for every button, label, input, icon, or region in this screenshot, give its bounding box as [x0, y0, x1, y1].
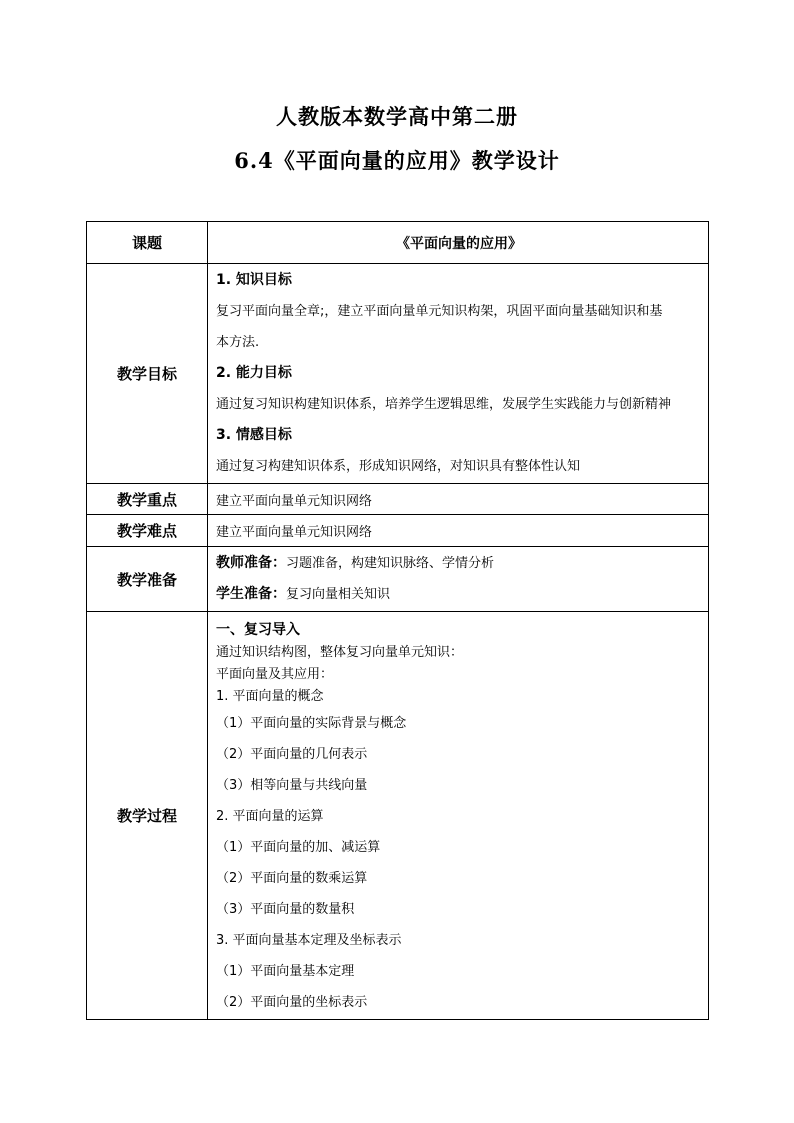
goal-text-emotion: 通过复习构建知识体系，形成知识网络，对知识具有整体性认知	[216, 459, 581, 474]
focus-value: 建立平面向量单元知识网络	[208, 484, 709, 515]
process-intro: 通过知识结构图，整体复习向量单元知识：	[216, 644, 464, 660]
preparation-label: 教学准备	[87, 547, 208, 612]
table-row-difficulty	[87, 515, 709, 547]
process-line: 1. 平面向量的概念	[216, 688, 324, 704]
table-row-focus	[87, 484, 709, 515]
preparation-content	[208, 547, 709, 612]
focus-label: 教学重点	[87, 484, 208, 515]
lesson-plan-table	[86, 221, 709, 1020]
process-heading: 一、复习导入	[216, 621, 300, 638]
table-row-goals	[87, 264, 709, 484]
process-label: 教学过程	[87, 612, 208, 1020]
process-line: 2. 平面向量的运算	[216, 808, 324, 824]
process-content	[208, 612, 709, 1020]
process-line: （3）平面向量的数量积	[216, 901, 355, 917]
student-preparation-value: 复习向量相关知识	[286, 587, 391, 602]
goal-text-knowledge-1: 复习平面向量全章;，建立平面向量单元知识构架，巩固平面向量基础知识和基	[216, 304, 663, 319]
document-subtitle: 6.4《平面向量的应用》教学设计	[234, 148, 560, 173]
goal-text-knowledge-2: 本方法.	[216, 335, 260, 350]
table-row-preparation	[87, 547, 709, 612]
student-preparation	[216, 579, 702, 610]
goals-label: 教学目标	[87, 264, 208, 484]
goal-heading-knowledge: 1. 知识目标	[216, 272, 292, 288]
teacher-preparation-label: 教师准备：	[216, 555, 286, 571]
process-line: （2）平面向量的数乘运算	[216, 870, 368, 886]
process-line: （2）平面向量的坐标表示	[216, 994, 368, 1010]
goals-content	[208, 264, 709, 484]
difficulty-label: 教学难点	[87, 515, 208, 547]
topic-value: 《平面向量的应用》	[208, 222, 709, 264]
process-line: （1）平面向量的实际背景与概念	[216, 715, 407, 731]
goal-text-ability: 通过复习知识构建知识体系，培养学生逻辑思维，发展学生实践能力与创新精神	[216, 397, 672, 412]
topic-label: 课题	[87, 222, 208, 264]
goal-heading-ability: 2. 能力目标	[216, 365, 292, 381]
process-line: （2）平面向量的几何表示	[216, 746, 368, 762]
process-line: （3）相等向量与共线向量	[216, 777, 368, 793]
process-subtitle: 平面向量及其应用：	[216, 666, 334, 682]
table-row-topic	[87, 222, 709, 264]
process-line: （1）平面向量的加、减运算	[216, 839, 381, 855]
goal-heading-emotion: 3. 情感目标	[216, 427, 292, 443]
table-row-process	[87, 612, 709, 1020]
teacher-preparation	[216, 548, 702, 579]
process-line: （1）平面向量基本定理	[216, 963, 355, 979]
difficulty-value: 建立平面向量单元知识网络	[208, 515, 709, 547]
student-preparation-label: 学生准备：	[216, 586, 286, 602]
process-line: 3. 平面向量基本定理及坐标表示	[216, 932, 402, 948]
document-title: 人教版本数学高中第二册	[276, 104, 518, 129]
teacher-preparation-value: 习题准备，构建知识脉络、学情分析	[286, 556, 495, 571]
